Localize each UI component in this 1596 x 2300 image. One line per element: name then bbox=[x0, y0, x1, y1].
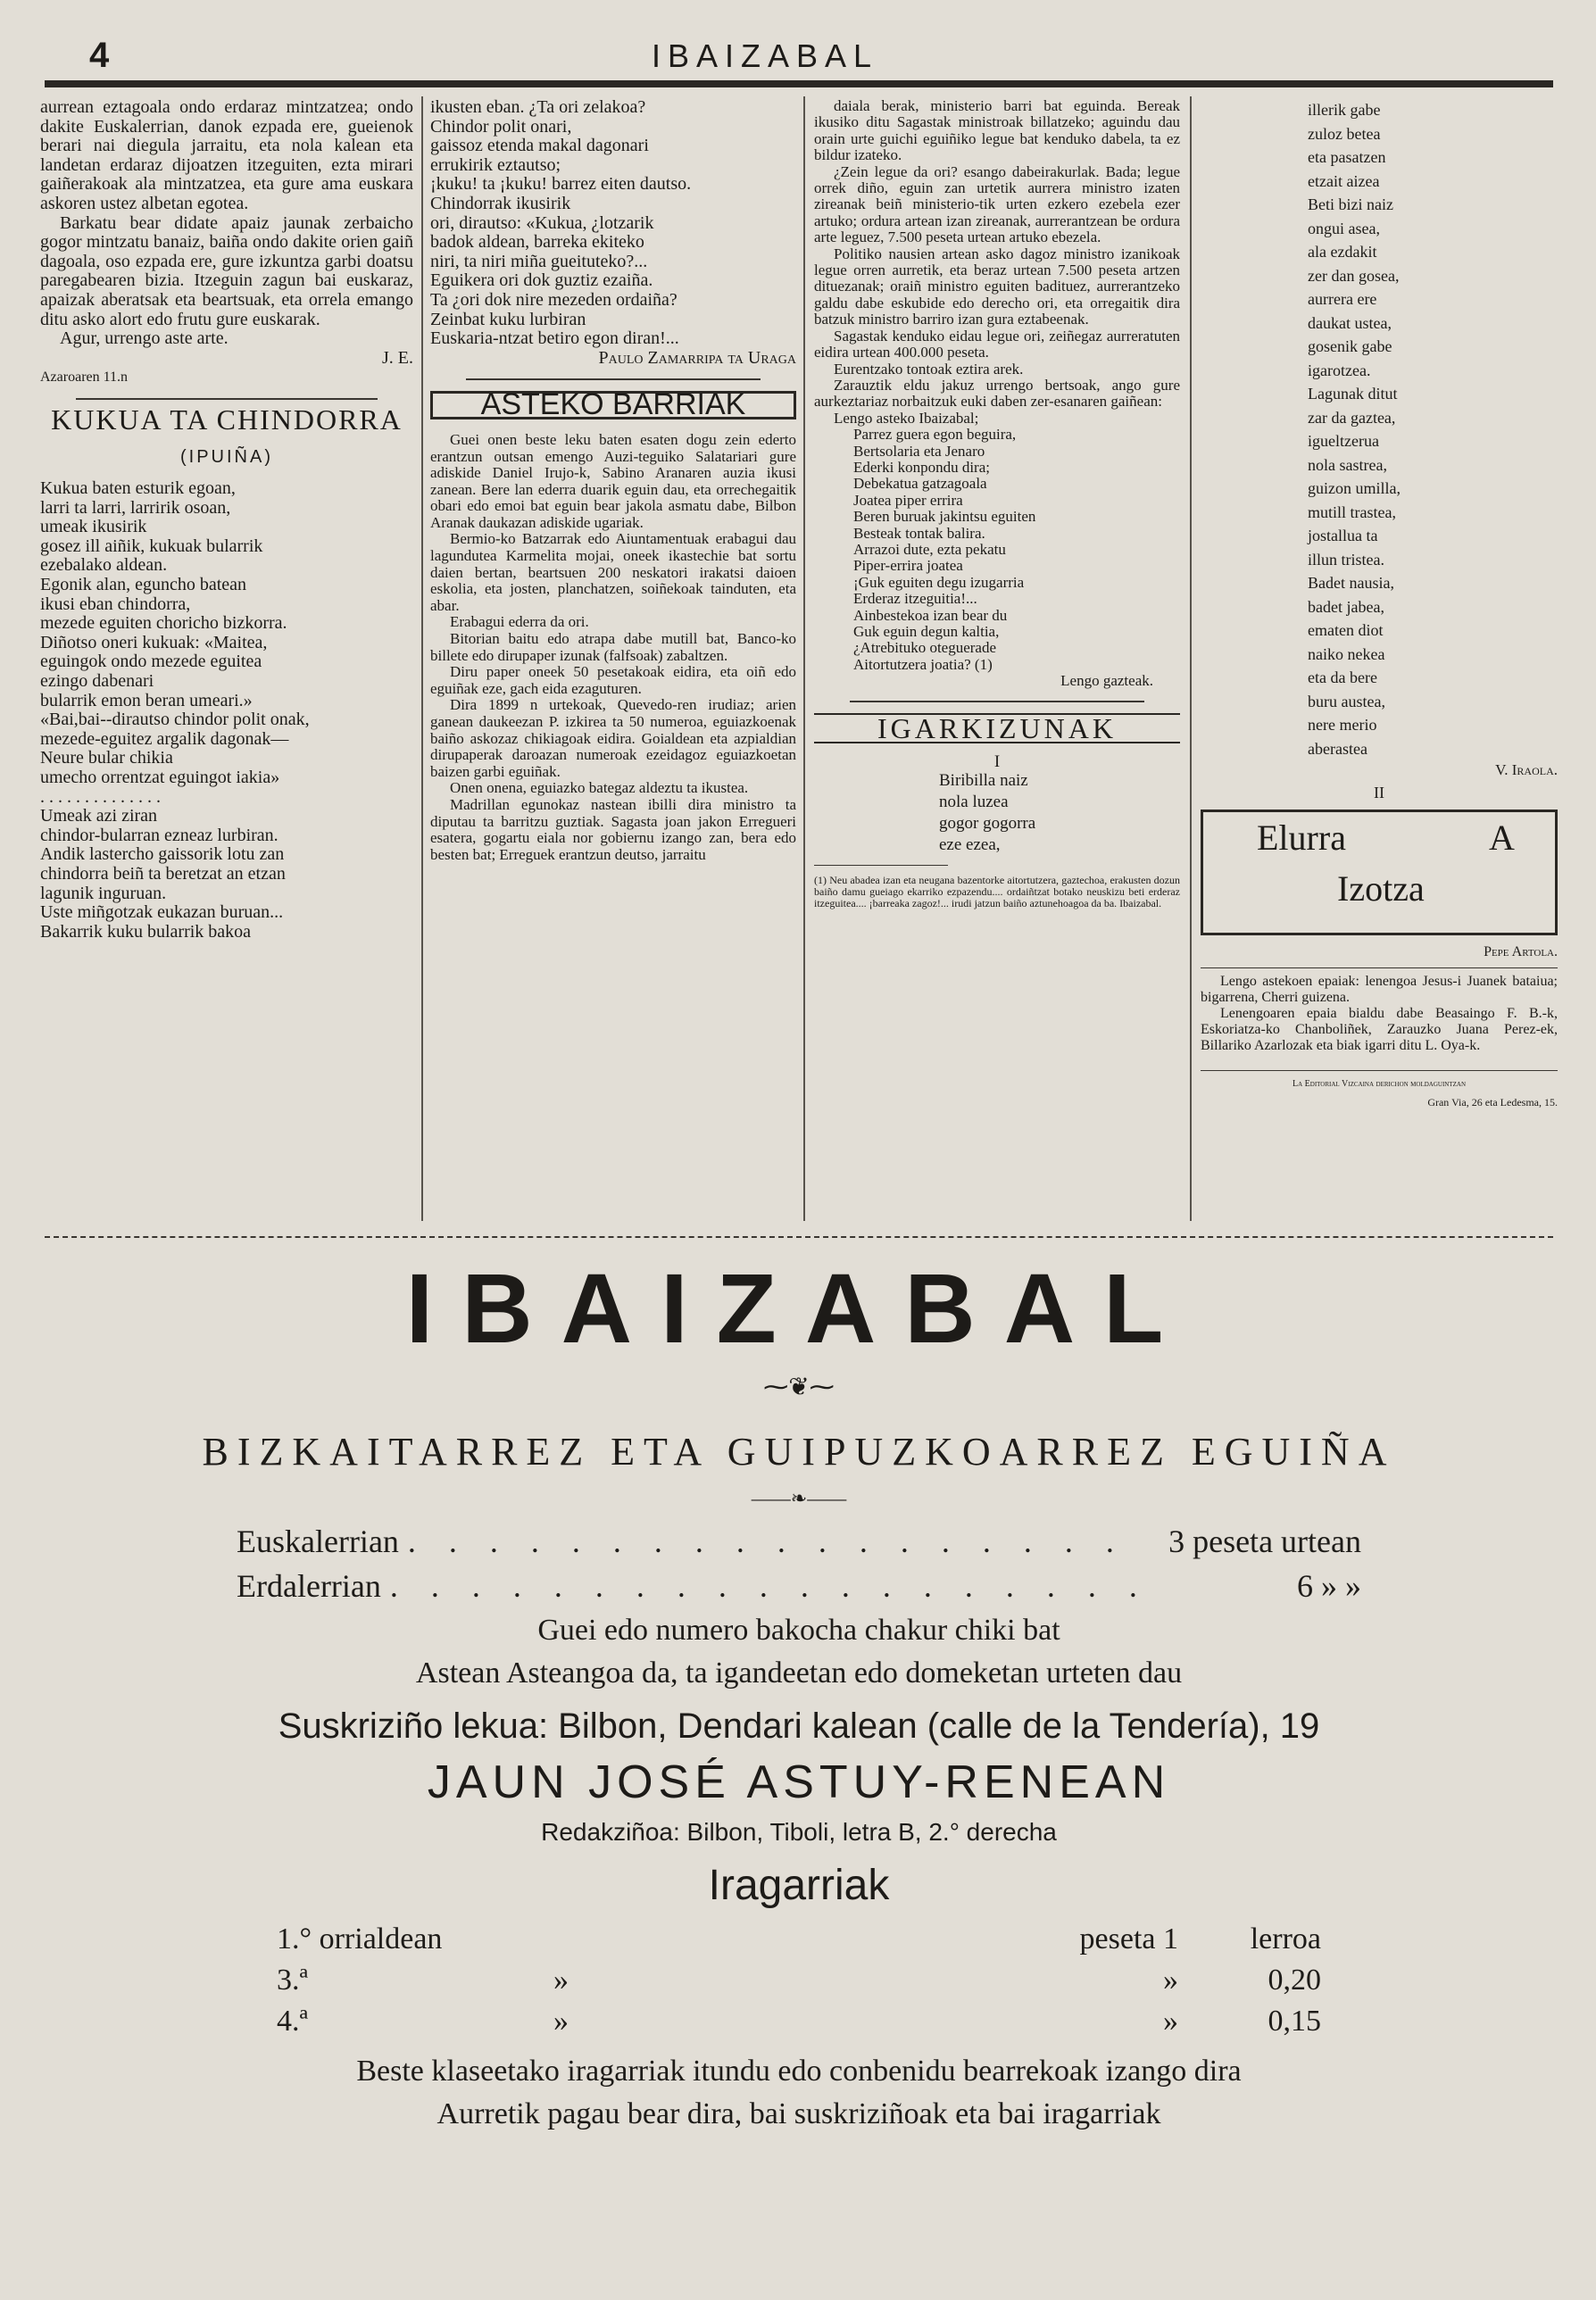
news-item: Zarauztik eldu jakuz urrengo bertsoak, ango gure aurkeztariaz norbaitzuk euki daben zer-esanaren gaiñean: bbox=[814, 376, 1180, 411]
poem-line: Egonik alan, eguncho batean bbox=[40, 575, 247, 595]
rate-unit: » bbox=[1163, 1964, 1178, 1997]
rate-row bbox=[268, 1919, 1330, 1960]
rate-unit: peseta 1 bbox=[1079, 1922, 1178, 1955]
ornament-icon: ⁓❦⁓ bbox=[763, 1374, 835, 1401]
news-item: Bermio-ko Batzarrak edo Aiuntamentuak erabagui dau lagundutea Karmelita mojai, oneek ikastechie bat sortu daien bertan, beartsuen 200 neskatori irakatsi daioen eskolia, eta josten, planchatzen, soiñekoak tainduten, eta abar. bbox=[430, 530, 796, 614]
news-item: Onen onena, eguiazko bategaz aldeztu ta ikustea. bbox=[450, 779, 749, 797]
subscription-address: Suskriziño lekua: Bilbon, Dendari kalean (calle de la Tendería), 19 bbox=[278, 1706, 1320, 1746]
verse-line: Ainbestekoa izan bear du bbox=[853, 606, 1008, 624]
poem-line: niri, ta niri miña gueituteko?... bbox=[430, 251, 648, 271]
rate-unit: » bbox=[1163, 2005, 1178, 2038]
signature: V. Iraola. bbox=[1495, 761, 1558, 778]
rate-tail: lerroa bbox=[1250, 1922, 1321, 1955]
news-item: Diru paper oneek 50 pesetakoak eidira, eta oiñ edo eguiñak eze, gach eida ezaguturen. bbox=[430, 663, 796, 697]
poem-line: lagunik inguruan. bbox=[40, 883, 167, 903]
footer-line: Aurretik pagau bear dira, bai suskriziñoak eta bai iragarriak bbox=[436, 2097, 1161, 2130]
riddle-word: Izotza bbox=[1337, 868, 1425, 909]
poem-line: umeak ikusirik bbox=[40, 517, 147, 537]
news-list bbox=[430, 432, 796, 863]
verse-line: Besteak tontak balira. bbox=[853, 524, 985, 542]
poem-line: Ta ¿ori dok nire mezeden ordaiña? bbox=[430, 289, 677, 310]
rate-mid: » bbox=[553, 1964, 569, 1997]
ornament-icon: ——❧—— bbox=[751, 1487, 847, 1509]
poem-line: nere merio bbox=[1308, 716, 1377, 734]
subtitle: BIZKAITARREZ ETA GUIPUZKOARREZ EGUIÑA bbox=[202, 1430, 1396, 1474]
paragraph: Agur, urrengo aste arte. bbox=[60, 328, 229, 349]
riddle-number: I bbox=[993, 752, 1001, 772]
riddle-box bbox=[1201, 810, 1558, 935]
column-divider bbox=[421, 96, 423, 1221]
date: Azaroaren 11.n bbox=[40, 369, 129, 386]
subscription-block bbox=[40, 1245, 1558, 2140]
winners: Lenengoaren epaia bialdu dabe Beasaingo F. B.-k, Eskoriatza-ko Chanboliñek, Zarauzko Juana Perez-ek, Billariko Azarlozak eta biak igarri ditu L. Oya-k. bbox=[1201, 1005, 1558, 1053]
column-divider bbox=[803, 96, 805, 1221]
box-signature: Pepe Artola. bbox=[1484, 944, 1558, 960]
rates-table bbox=[268, 1919, 1330, 2042]
poem-continued bbox=[430, 98, 796, 349]
poem-line: Uste miñgotzak eukazan buruan... bbox=[40, 902, 284, 923]
divider bbox=[1201, 1070, 1558, 1071]
verse-line: ¡Guk eguiten degu izugarria bbox=[853, 573, 1025, 591]
poem-line: larri ta larri, larririk osoan, bbox=[40, 497, 231, 518]
verse-line: Erderaz itzeguitia!... bbox=[853, 590, 977, 608]
riddle-line: gogor gogorra bbox=[939, 814, 1036, 834]
verse-line: Ederki konpondu dira; bbox=[853, 458, 990, 476]
poem-line: chindorra beiñ ta beretzat an etzan bbox=[40, 863, 286, 884]
riddle-line: eze ezea, bbox=[939, 835, 1001, 855]
divider bbox=[850, 701, 1144, 702]
poem-line: mezede eguiten choricho bizkorra. bbox=[40, 613, 287, 634]
riddle-number: II bbox=[1374, 783, 1384, 801]
publication-note: Astean Asteangoa da, ta igandeetan edo domeketan urteten dau bbox=[415, 1656, 1183, 1690]
news-item: Erabagui ederra da ori. bbox=[450, 613, 589, 631]
advertising-heading: Iragarriak bbox=[708, 1862, 890, 1909]
poem-line: naiko nekea bbox=[1308, 644, 1385, 663]
news-item: ¿Zein legue da ori? esango dabeirakurlak. Bada; legue orrek diño, eguin zan urtetik aurrera ministro izaten zireanak beiñ ministerio-tik urten ezkero ezebela ezer artuko; ordura artean izan zireanak, aurrerantzean be ordura arte leguez, 7.500 peseta urtean artuko ebezela. bbox=[814, 162, 1180, 246]
header-rule bbox=[45, 80, 1553, 87]
verse-line: Bertsolaria eta Jenaro bbox=[853, 442, 985, 460]
column-2 bbox=[430, 98, 796, 863]
editorial-address: Redakziñoa: Bilbon, Tiboli, letra B, 2.° derecha bbox=[541, 1818, 1057, 1846]
news-item: Madrillan egunokaz nastean ibilli dira ministro ta diputau ta barritzu guztiak. Sagasta joan jakon Erregueri esatera, gogartu eiala nor gobiernu izango zan, bera edo besten bat; Erreguek erantzun deutso, jarraitu bbox=[430, 795, 796, 863]
poem-line: gaissoz etenda makal dagonari bbox=[430, 136, 649, 156]
publisher-name: JAUN JOSÉ ASTUY-RENEAN bbox=[427, 1756, 1171, 1808]
poem-line: gosez ill aiñik, kukuak bularrik bbox=[40, 536, 263, 556]
masthead: IBAIZABAL bbox=[405, 1254, 1193, 1364]
verse-line: Beren buruak jakintsu eguiten bbox=[853, 508, 1036, 526]
masthead-small: IBAIZABAL bbox=[652, 37, 879, 74]
ad-divider bbox=[45, 1236, 1553, 1241]
poem-line: Beti bizi naiz bbox=[1308, 195, 1393, 213]
answers: Lengo astekoen epaiak: lenengoa Jesus-i Juanek bataiua; bigarrena, Cherri guizena. bbox=[1201, 973, 1558, 1005]
poem-line: Eguikera ori dok guztiz ezaiña. bbox=[430, 270, 653, 291]
price-place: Erdalerrian bbox=[237, 1568, 381, 1604]
poem-line: Euskaria-ntzat betiro egon diran!... bbox=[430, 328, 679, 349]
poem-line: zar da gaztea, bbox=[1308, 408, 1396, 427]
poem-line: ikusten eban. ¿Ta ori zelakoa? bbox=[430, 97, 646, 117]
column-4 bbox=[1201, 98, 1558, 1113]
rate-row bbox=[268, 1960, 1330, 2001]
rate-mid: » bbox=[553, 2005, 569, 2038]
poem-line: Chindorrak ikusirik bbox=[430, 193, 571, 213]
news-item: Dira 1899 n urtekoak, Quevedo-ren irudiaz; arien ganean daukeezan P. izkirea ta 50 numeroa, eguiazkoenak baiño askozaz chikiagoak eidira. Goialdean eta azpialdian dirupaperak daroazan numeroak ezeidagoz eguiazkoetan baizen garbi eguiñak. bbox=[430, 696, 796, 780]
footer-line: Beste klaseetako iragarriak itundu edo conbenidu bearrekoak izango dira bbox=[356, 2055, 1242, 2088]
poem-line: bularrik emon beran umeari.» bbox=[40, 690, 253, 710]
poem bbox=[40, 479, 413, 942]
riddle bbox=[814, 770, 1180, 856]
poem-line: daukat ustea, bbox=[1308, 313, 1392, 332]
price-row bbox=[237, 1523, 1361, 1560]
poem-line: eta pasatzen bbox=[1308, 148, 1386, 166]
poem-line: ezingo dabenari bbox=[40, 671, 154, 692]
poem-line: ala ezdakit bbox=[1308, 243, 1377, 261]
printer: La Editorial Vizcaina derichon moldaguintzan bbox=[1293, 1078, 1466, 1089]
riddle-word: Elurra bbox=[1257, 818, 1346, 859]
divider bbox=[1201, 967, 1558, 968]
poem-line: Kukua baten esturik egoan, bbox=[40, 478, 236, 499]
poem-line: eguingok ondo mezede eguitea bbox=[40, 652, 262, 672]
news-item: Bitorian baitu edo atrapa dabe mutill bat, Banco-ko billete edo dirupaper izunak (falfsoak) zabaltzen. bbox=[430, 630, 796, 664]
poem-line: Diñotso oneri kukuak: «Maitea, bbox=[40, 632, 268, 652]
verse-line: Joatea piper errira bbox=[853, 491, 963, 509]
poem-line: «Bai,bai--dirautso chindor polit onak, bbox=[40, 710, 310, 730]
poem-line: jostallua ta bbox=[1308, 527, 1378, 544]
verse-intro: Lengo asteko Ibaizabal; bbox=[834, 409, 979, 427]
poem-line: Andik lastercho gaissorik lotu zan bbox=[40, 844, 285, 865]
rate-label: 3.ª bbox=[277, 1964, 308, 1997]
price-list bbox=[40, 1523, 1558, 1605]
news-item: Sagastak kenduko eidau legue ori, zeiñegaz aurreratuten eidira urtean 400.000 peseta. bbox=[814, 327, 1180, 361]
poem-line: buru austea, bbox=[1308, 692, 1385, 710]
poem-line: ori, dirautso: «Kukua, ¿lotzarik bbox=[430, 212, 654, 233]
poem-line: badok aldean, barreka ekiteko bbox=[430, 232, 644, 253]
poem-line: Neure bular chikia bbox=[40, 748, 173, 768]
poem-line: eta da bere bbox=[1308, 668, 1377, 686]
poem-line: Umeak azi ziran bbox=[40, 806, 158, 826]
price-dots: . . . . . . . . . . . . . . . . . . . bbox=[389, 1568, 1150, 1604]
column-3 bbox=[814, 98, 1180, 909]
section-title-igarkizunak: IGARKIZUNAK bbox=[814, 713, 1180, 743]
signature: Paulo Zamarripa ta Uraga bbox=[598, 347, 796, 368]
rate-row bbox=[268, 2001, 1330, 2042]
poem-line: igarotzea. bbox=[1308, 361, 1371, 379]
price-value: 3 peseta urtean bbox=[1168, 1524, 1361, 1559]
footnote-rule bbox=[814, 865, 948, 866]
poem-line: Badet nausia, bbox=[1308, 574, 1394, 592]
verse-line: Guk eguin degun kaltia, bbox=[853, 623, 1000, 640]
verse-line: ¿Atrebituko oteguerade bbox=[853, 639, 997, 657]
poem-subtitle: (IPUIÑA) bbox=[180, 446, 273, 467]
paragraph: Barkatu bear didate apaiz jaunak zerbaicho gogor mintzatu banaiz, baiña ondo dakite orien gaiñ dagoala, oso ezpada ere, gure izkuntza garbi doatsu paregabearen bizia. Itzeguin zagun bai euskaraz, apaizak aberatsak eta beartsuak, eta orrela emango ditu asko alort edo frutu gure euskarak. bbox=[40, 212, 413, 329]
poem-line: Zeinbat kuku lurbiran bbox=[430, 309, 586, 329]
verse-line: Debekatua gatzagoala bbox=[853, 475, 987, 493]
poem-line: Lagunak ditut bbox=[1308, 385, 1398, 403]
verses bbox=[814, 427, 1180, 673]
riddle-word: A bbox=[1489, 818, 1515, 859]
price-dots: . . . . . . . . . . . . . . . . . . bbox=[407, 1524, 1126, 1559]
price-value: 6 » » bbox=[1297, 1568, 1361, 1604]
poem-line: illerik gabe bbox=[1308, 101, 1381, 119]
footnote: (1) Neu abadea izan eta neugana bazentorke aitortutzera, gaztechoa, erakusten dozun baiño damu gueiago ekarriko ezpazendu.... ordaiñtzat botako neuskizu beti erderaz itzeguitea.... ¡barreaka zagoz!... irudi jatzun baiño aztunehoagoa da ba. Ibaizabal. bbox=[814, 874, 1180, 910]
column-1 bbox=[40, 98, 413, 942]
verse-line: Aitortutzera joatia? (1) bbox=[853, 655, 993, 673]
divider bbox=[76, 398, 378, 400]
poem-line: badet jabea, bbox=[1308, 597, 1384, 616]
signature: J. E. bbox=[382, 347, 413, 368]
news-item: daiala berak, ministerio barri bat eguinda. Bereak ikusiko ditu Sagastak ministroak billatzeko; aguindu dau orain urte guichi eguiñiko legue bat kenduko dabela, ta ez bildur izateko. bbox=[814, 97, 1180, 164]
riddle-line: Biribilla naiz bbox=[939, 771, 1028, 791]
poem-title: KUKUA TA CHINDORRA bbox=[51, 403, 403, 436]
poem-line: nola sastrea, bbox=[1308, 455, 1387, 474]
news-list bbox=[814, 98, 1180, 411]
verse-line: Parrez guera egon beguira, bbox=[853, 426, 1017, 444]
verse-line: Arrazoi dute, ezta pekatu bbox=[853, 540, 1006, 558]
rate-tail: 0,15 bbox=[1268, 2005, 1321, 2038]
page-header bbox=[36, 27, 1553, 80]
rate-label: 4.ª bbox=[277, 2005, 308, 2038]
riddle-line: nola luzea bbox=[939, 793, 1009, 812]
poem-line: mutill trastea, bbox=[1308, 502, 1396, 521]
rate-tail: 0,20 bbox=[1268, 1964, 1321, 1997]
poem-line: zuloz betea bbox=[1308, 124, 1381, 143]
news-item: Guei onen beste leku baten esaten dogu zein ederto erantzun outsan emengo Auzi-teguiko Salatariari gure adiskide Daniel Irujo-k, Sabino Aranaren auzia ikusi zanean. Bere lan ederra duarik eguin dau, eta orrechegaitik obari edo emoi bat eguin bear jakola asmatu dabe, Bilbon Aranak daukazan adiskide ugariak. bbox=[430, 430, 796, 531]
poem-line: ongui asea, bbox=[1308, 219, 1380, 237]
poem-line: chindor-bularran ezneaz lurbiran. bbox=[40, 825, 278, 845]
verse-signature: Lengo gazteak. bbox=[1060, 672, 1153, 690]
poem-line: errukirik eztautso; bbox=[430, 154, 561, 175]
poem bbox=[1201, 98, 1558, 760]
news-item: Eurentzako tontoak eztira arek. bbox=[834, 360, 1024, 378]
news-item: Politiko nausien artean asko dagoz ministro izanikoak legue orren aurretik, eta beraz urtean 7.500 peseta artzen dituezanak; oraiñ ministro eguiten badituez, aurrerantzeko galdu dabe eskubide edo derecho ori, eta orregaitik dira batzuk ministro barriro izan gura eztabeenak. bbox=[814, 245, 1180, 328]
poem-line: igueltzerua bbox=[1308, 432, 1379, 450]
rate-label: 1.° orrialdean bbox=[277, 1922, 443, 1955]
poem-line: etzait aizea bbox=[1308, 171, 1380, 190]
poem-line: mezede-eguitez argalik dagonak— bbox=[40, 728, 289, 749]
poem-line: ematen diot bbox=[1308, 621, 1384, 639]
poem-line: Bakarrik kuku bularrik bakoa bbox=[40, 921, 252, 942]
poem-line: illun tristea. bbox=[1308, 550, 1384, 569]
poem-line: guizon umilla, bbox=[1308, 479, 1401, 497]
price-place: Euskalerrian bbox=[237, 1524, 399, 1559]
column-divider bbox=[1190, 96, 1192, 1221]
price-row bbox=[237, 1567, 1361, 1605]
printer-address: Gran Via, 26 eta Ledesma, 15. bbox=[1427, 1096, 1558, 1109]
page-number: 4 bbox=[89, 36, 110, 75]
divider bbox=[466, 378, 761, 380]
poem-line: aberastea bbox=[1308, 739, 1367, 758]
poem-line: umecho orrentzat eguingot iakia» bbox=[40, 768, 280, 787]
poem-line: . . . . . . . . . . . . . . bbox=[40, 786, 161, 807]
section-title-asteko-barriak: ASTEKO BARRIAK bbox=[430, 391, 796, 419]
poem-line: ezebalako aldean. bbox=[40, 555, 168, 576]
poem-line: zer dan gosea, bbox=[1308, 266, 1400, 285]
poem-line: ¡kuku! ta ¡kuku! barrez eiten dautso. bbox=[430, 174, 692, 195]
rate-mid bbox=[536, 1919, 1062, 1960]
price-note: Guei edo numero bakocha chakur chiki bat bbox=[537, 1614, 1060, 1647]
paragraph: aurrean eztagoala ondo erdaraz mintzatzea; ondo dakite Euskalerrian, danok ezpada ere, gueienok berari nai diegula jarraitu, eta nola kalean eta landetan erdaraz dijoatzen itzeguiten, ezta mirari gaiñerakoak ala mintzatzea, eta gure ama euskara askoren ustez albetan egotea. bbox=[40, 97, 413, 213]
verse-line: Piper-errira joatea bbox=[853, 557, 963, 575]
poem-line: gosenik gabe bbox=[1308, 337, 1392, 355]
poem-line: aurrera ere bbox=[1308, 290, 1377, 308]
poem-line: ikusi eban chindorra, bbox=[40, 594, 191, 614]
poem-line: Chindor polit onari, bbox=[430, 116, 572, 137]
